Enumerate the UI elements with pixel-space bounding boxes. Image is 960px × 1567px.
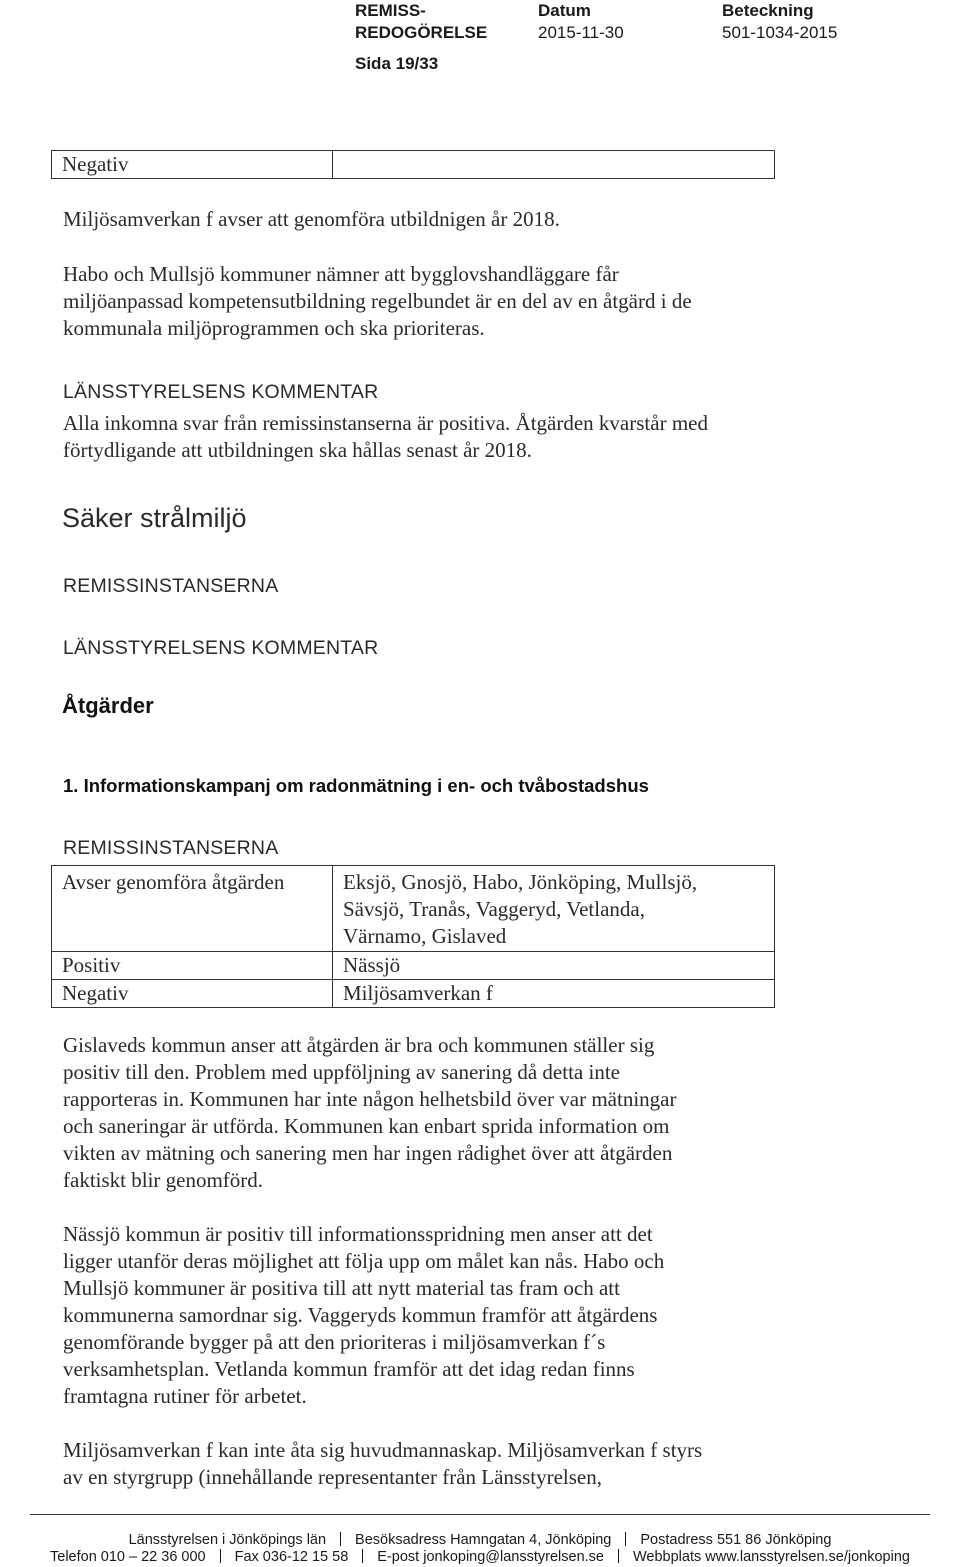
table-row (52, 866, 775, 952)
paragraph-nassjo: Nässjö kommun är positiv till informationsspridning men anser att det ligger utanför deras möjlighet att följa upp om målet kan nås. Habo och Mullsjö kommuner är positiva till att nytt material tas fram och att kommunerna samordnar sig. Vaggeryds kommun framför att åtgärdens genomförande bygger på att den prioriteras i miljösamverkan f´s verksamhetsplan. Vetlanda kommun framför att det idag redan finns framtagna rutiner för arbetet. (63, 1222, 665, 1408)
footer-post: Postadress 551 86 Jönköping (640, 1532, 832, 1548)
row-label: Positiv (52, 952, 333, 980)
comment-heading: LÄNSSTYRELSENS KOMMENTAR (63, 381, 379, 403)
footer-visit: Besöksadress Hamngatan 4, Jönköping (355, 1532, 612, 1548)
row-value: Eksjö, Gnosjö, Habo, Jönköping, Mullsjö, Sävsjö, Tranås, Vaggeryd, Vetlanda, Värnamo, Gislaved (333, 866, 775, 952)
action-1-title: 1. Informationskampanj om radonmätning i en- och tvåbostadshus (63, 775, 649, 796)
table-value-negativ (333, 151, 775, 179)
comment-text: Alla inkomna svar från remissinstanserna är positiva. Åtgärden kvarstår med förtydligande att utbildningen ska hållas senast år 2018. (63, 411, 708, 462)
footer-separator (625, 1532, 626, 1546)
table-label-negativ: Negativ (52, 151, 333, 179)
reference-value: 501-1034-2015 (722, 23, 838, 42)
footer-line-1 (0, 1531, 960, 1549)
footer-line-2 (0, 1548, 960, 1566)
footer-separator (340, 1532, 341, 1546)
response-table (51, 865, 775, 1008)
remiss-heading: REMISSINSTANSERNA (63, 575, 279, 597)
date-value: 2015-11-30 (538, 23, 624, 42)
page-number: Sida 19/33 (355, 54, 439, 73)
table-row (52, 980, 775, 1008)
row-value: Miljösamverkan f (333, 980, 775, 1008)
section-title: Säker strålmiljö (62, 503, 247, 533)
footer-web[interactable]: Webbplats www.lansstyrelsen.se/jonkoping (632, 1549, 910, 1565)
paragraph-gislaved: Gislaveds kommun anser att åtgärden är bra och kommunen ställer sig positiv till den. Problem med uppföljning av sanering då detta inte rapporteras in. Kommunen har inte någon helhetsbild över var mätningar och saneringar är utförda. Kommunen kan enbart sprida information om vikten av mätning och sanering men har ingen rådighet över att åtgärden faktiskt blir genomförd. (63, 1033, 677, 1192)
row-label: Negativ (52, 980, 333, 1008)
comment-heading-2: LÄNSSTYRELSENS KOMMENTAR (63, 637, 379, 659)
date-label: Datum (538, 1, 591, 20)
row-label: Avser genomföra åtgärden (52, 866, 333, 952)
footer-separator (220, 1549, 221, 1563)
paragraph-miljosamverkan: Miljösamverkan f kan inte åta sig huvudmannaskap. Miljösamverkan f styrs av en styrgrupp (innehållande representanter från Länsstyrelsen, (63, 1438, 703, 1489)
footer-divider (30, 1514, 930, 1515)
reference-label: Beteckning (722, 1, 814, 20)
row-value: Nässjö (333, 952, 775, 980)
doc-type-line2: REDOGÖRELSE (355, 23, 488, 42)
negative-table (51, 150, 775, 179)
footer-separator (618, 1549, 619, 1563)
actions-heading: Åtgärder (62, 693, 154, 718)
paragraph-utbildning: Miljösamverkan f avser att genomföra utbildnigen år 2018. (63, 207, 560, 231)
action-1-remiss-heading: REMISSINSTANSERNA (63, 837, 279, 859)
table-row (52, 952, 775, 980)
footer-org: Länsstyrelsen i Jönköpings län (128, 1532, 327, 1548)
footer-email[interactable]: E-post jonkoping@lansstyrelsen.se (377, 1549, 604, 1565)
footer-phone: Telefon 010 – 22 36 000 (50, 1549, 206, 1565)
paragraph-habo-mullsjo: Habo och Mullsjö kommuner nämner att bygglovshandläggare får miljöanpassad kompetensutbildning regelbundet är en del av en åtgärd i de kommunala miljöprogrammen och ska prioriteras. (63, 262, 692, 340)
footer-separator (362, 1549, 363, 1563)
footer-fax: Fax 036-12 15 58 (234, 1549, 349, 1565)
doc-type-line1: REMISS- (355, 1, 426, 20)
